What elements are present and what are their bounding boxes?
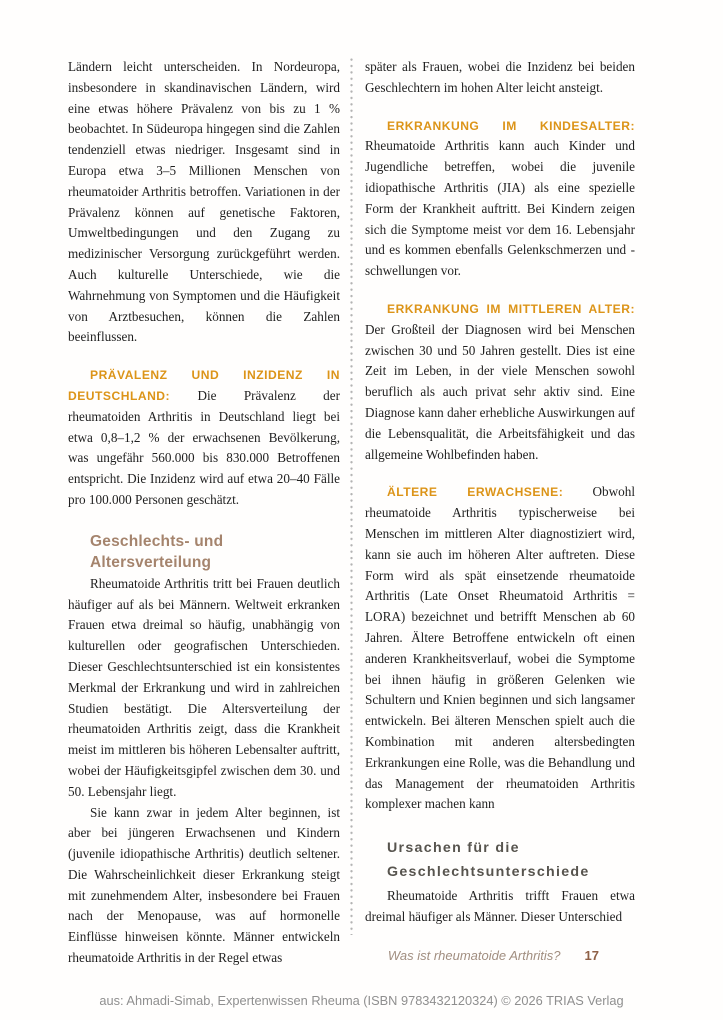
paragraph-europe-prevalence: Ländern leicht unterscheiden. In Nordeuropa, insbesondere in skandinavischen Ländern, wird eine etwas höhere Prävalenz von bis zu 1 % beobachtet. In Südeuropa hingegen sind die Zahlen tendenziell etwas niedriger. Insgesamt sind in Europa etwa 3–5 Millionen Menschen von rheumatoider Arthritis betroffen. Variationen in der Prävalenz können auf genetische Faktoren, Umweltbedingungen und den Zugang zu medizinischer Versorgung zurückgeführt werden. Auch kulturelle Unterschiede, wie die Wahrnehmung von Symptomen und die Häufigkeit von Arztbesuchen, können die Zahlen beeinflussen. [68,59,340,345]
paragraph-gender-causes: Rheumatoide Arthritis trifft Frauen etwa dreimal häufiger als Männer. Dieser Unterschied [365,888,635,924]
runin-heading-middle-age: ERKRANKUNG IM MITTLEREN ALTER: [387,301,635,316]
column-divider-dotted-line [350,58,353,935]
runin-body-middle-age: Der Großteil der Diagnosen wird bei Menschen zwischen 30 und 50 Jahren gestellt. Dies ist eine Zeit im Leben, in der viele Menschen sowohl beruflich als auch privat sehr aktiv sind. Eine Diagnose kann daher erhebliche Auswirkungen auf die Lebensqualität, die Arbeitsfähigkeit und das allgemeine Wohlbefinden haben. [365,321,635,462]
runin-body-childhood: Rheumatoide Arthritis kann auch Kinder und Jugendliche betreffen, wobei die juvenile idiopathische Arthritis (JIA) als eine spezielle Form der Krankheit auftritt. Bei Kindern zeigen sich die Symptome meist vor dem 16. Lebensjahr und es kommen ebenfalls Gelenkschmerzen und -schwellungen vor. [365,138,635,279]
runin-body-prevalence: Die Prävalenz der rheumatoiden Arthritis in Deutschland liegt bei etwa 0,8–1,2 % der erwachsenen Bevölkerung, was ungefähr 560.000 bis 830.000 Betroffenen entspricht. Die Inzidenz wird auf etwa 20–40 Fälle pro 100.000 Personen geschätzt. [68,387,341,507]
paragraph-gender-distribution: Rheumatoide Arthritis tritt bei Frauen deutlich häufiger auf als bei Männern. Weltweit erkranken Frauen etwa dreimal so häufig, unabhängig von kulturellen oder geografischen Unterschieden. Dieser Geschlechtsunterschied ist ein konsistentes Merkmal der Erkrankung und wird in zahlreichen Studien bestätigt. Die Altersverteilung der rheumatoiden Arthritis zeigt, dass die Krankheit meist im mittleren bis höheren Lebensalter auftritt, wobei der Häufigkeitsgipfel zwischen dem 30. und 50. Lebensjahr liegt. [68,575,340,799]
page-number: 17 [584,948,599,963]
left-column [68,57,340,969]
runin-body-older-adults: Obwohl rheumatoide Arthritis typischerweise bei Menschen im mittleren Alter diagnostiziert wird, kann sie auch im höheren Alter auftreten. Diese Form wird als spät einsetzende rheumatoide Arthritis (Late Onset Rheumatoid Arthritis = LORA) bezeichnet und betrifft Menschen ab 60 Jahren. Ältere Betroffene entwickeln oft einen anderen Krankheitsverlauf, wobei die Symptome bei ihnen häufig in größeren Gelenken wie Schultern und Knien beginnen und sich langsamer entwickeln. Bei älteren Menschen spielt auch die Kombination mit anderen altersbedingten Erkrankungen eine Rolle, was die Behandlung und das Management der rheumatoiden Arthritis komplexer machen kann [365,484,635,812]
section-heading-gender-causes: Ursachen für die Geschlechtsunterschiede [387,840,590,881]
runin-heading-older-adults: ÄLTERE ERWACHSENE: [387,485,564,500]
page-footer [365,948,635,963]
right-column [365,57,635,928]
paragraph-middle-age-disease [365,299,635,465]
paragraph-incidence-continuation: später als Frauen, wobei die Inzidenz bei beiden Geschlechtern im hohen Alter leicht ansteigt. [365,59,635,95]
paragraph-older-adults [365,482,635,815]
section-heading-gender-age: Geschlechts- und Altersverteilung [90,532,224,571]
runin-heading-prevalence: PRÄVALENZ UND INZIDENZ IN DEUTSCHLAND: [68,368,340,403]
paragraph-prevalence-germany [68,365,340,511]
paragraph-age-onset: Sie kann zwar in jedem Alter beginnen, ist aber bei jüngeren Erwachsenen und Kindern (juvenile idiopathische Arthritis) deutlich seltener. Die Wahrscheinlichkeit dieser Erkrankung steigt mit zunehmendem Alter, insbesondere bei Frauen nach der Menopause, was auf hormonelle Einflüsse hinweisen könnte. Männer entwickeln rheumatoide Arthritis in der Regel etwas [68,804,340,966]
running-chapter-title: Was ist rheumatoide Arthritis? [387,948,561,963]
runin-heading-childhood: ERKRANKUNG IM KINDESALTER: [387,118,635,133]
paragraph-childhood-disease [365,116,635,282]
publisher-credit-line: aus: Ahmadi-Simab, Expertenwissen Rheuma (ISBN 9783432120324) © 2026 TRIAS Verlag [99,993,624,1008]
